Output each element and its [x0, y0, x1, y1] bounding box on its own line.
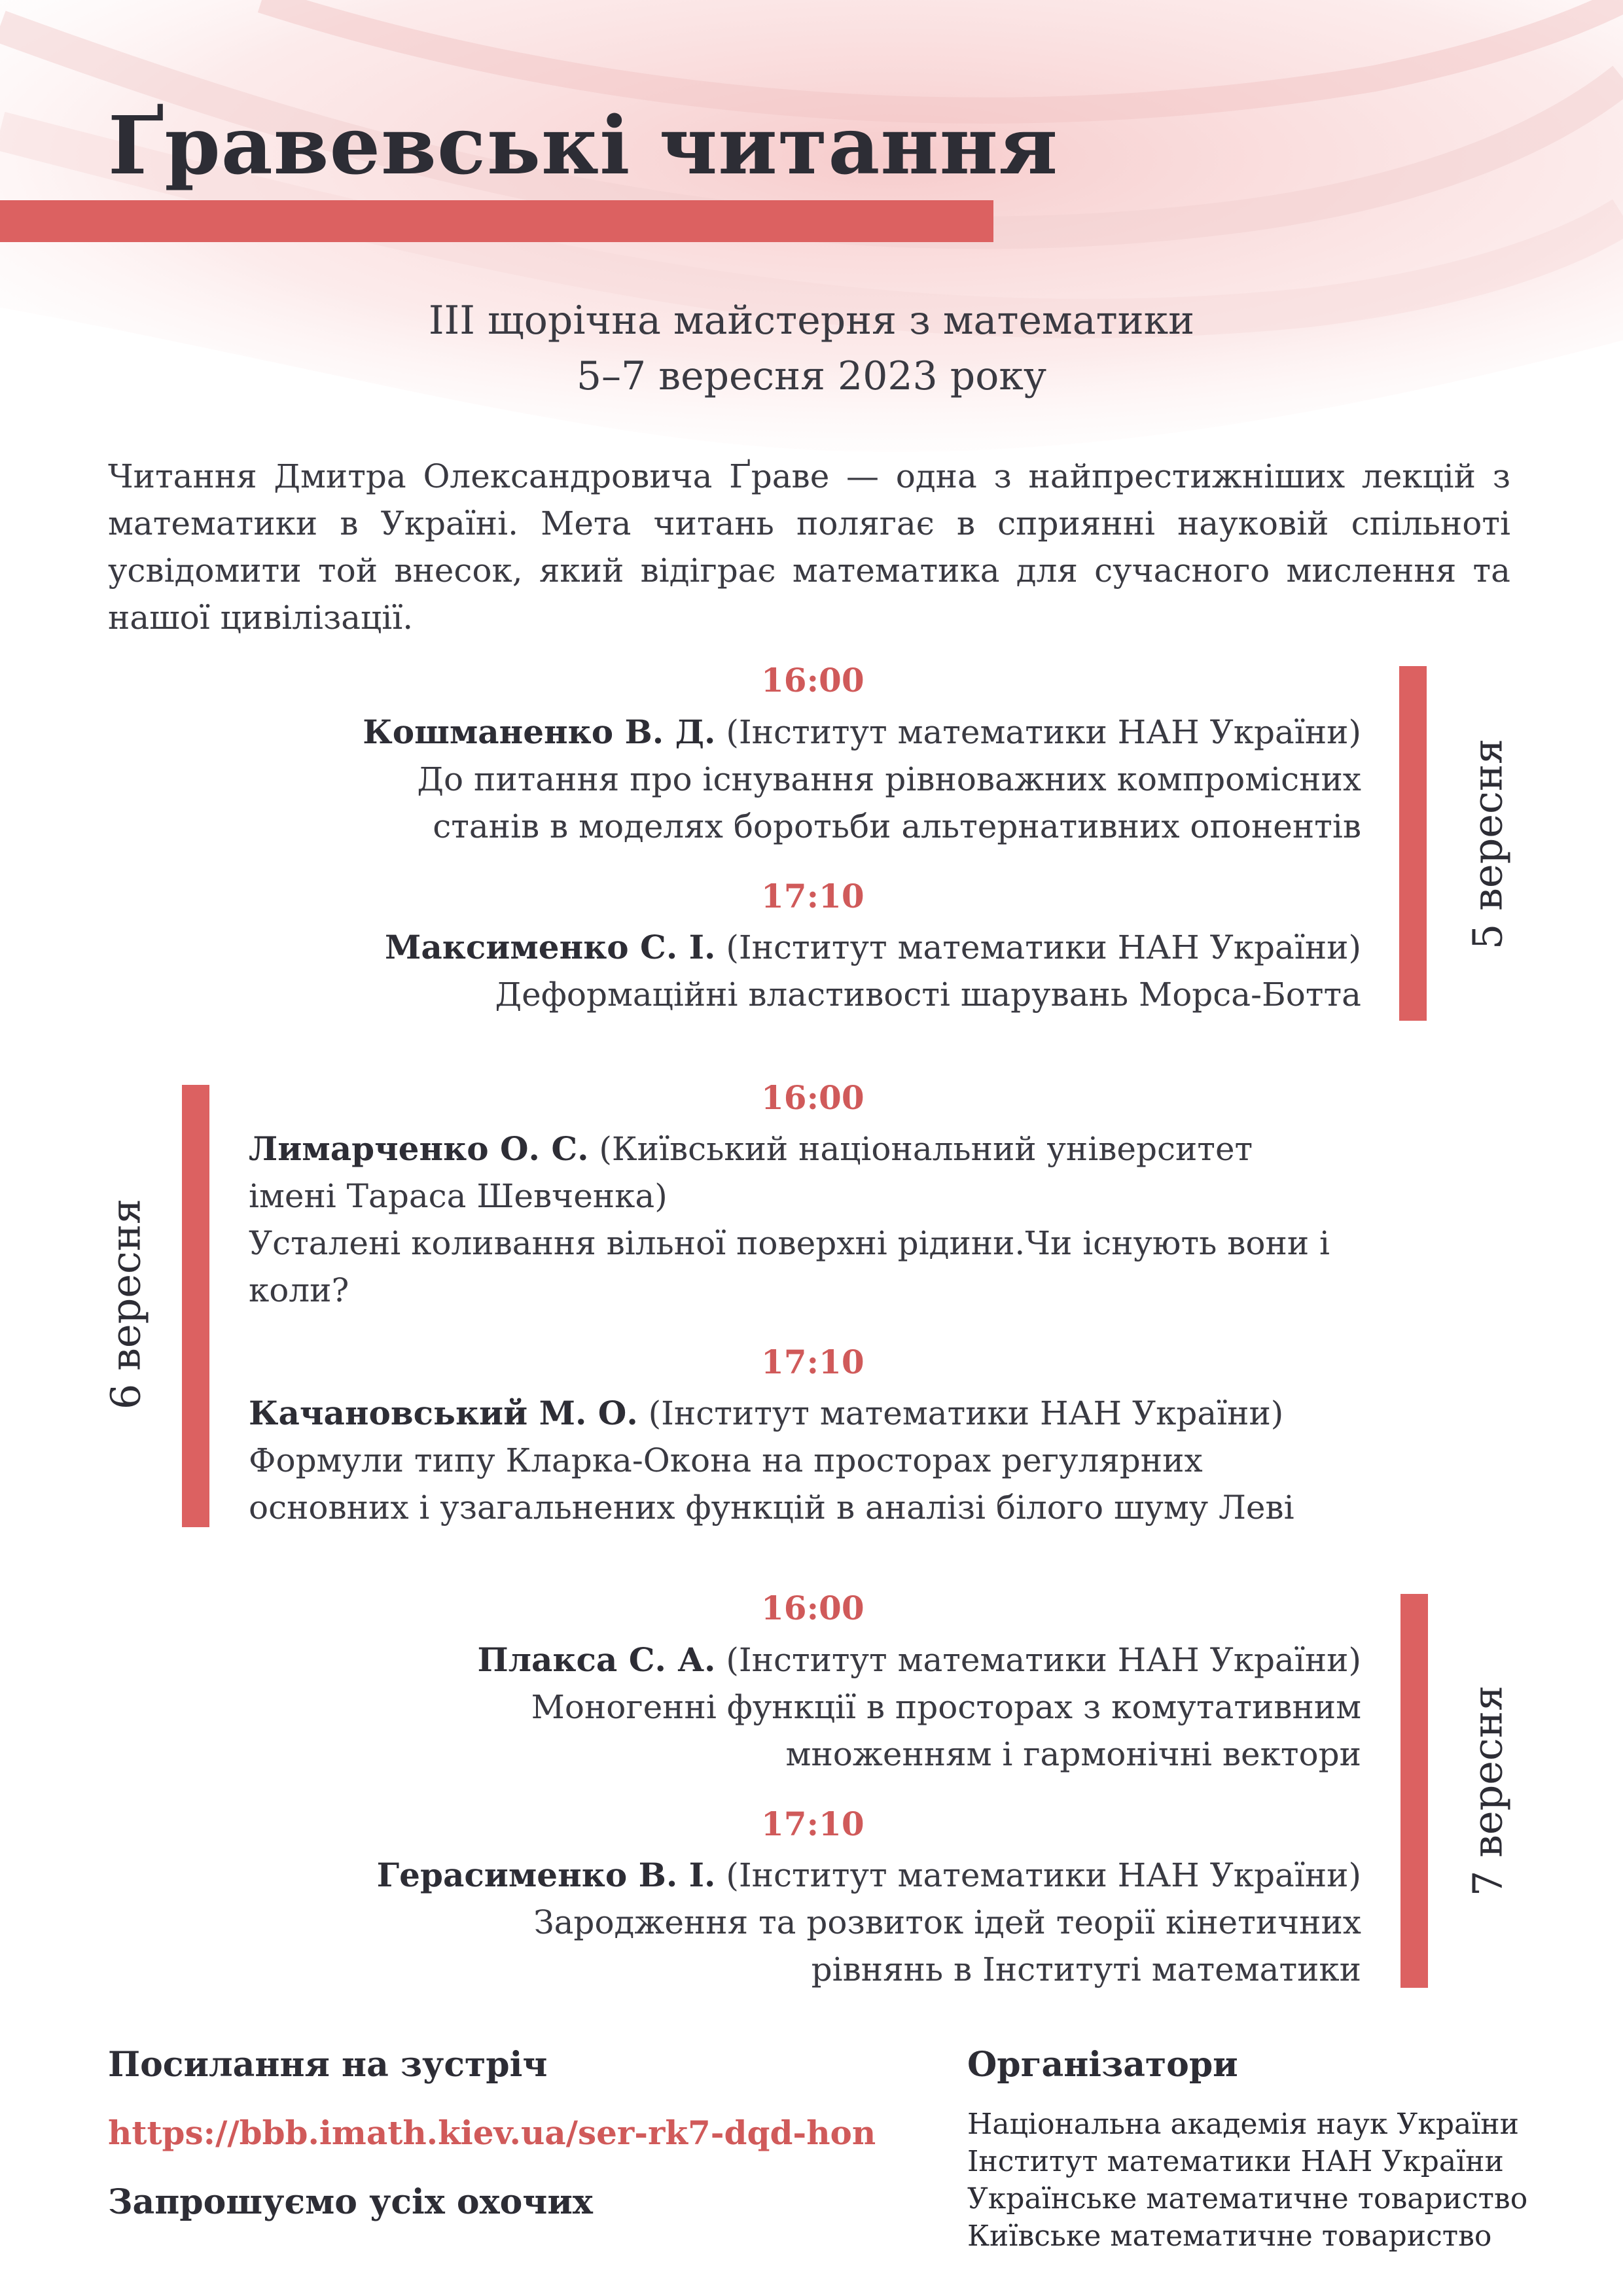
- day-3-talk-2-title-line-2: рівнянь в Інституті математики: [811, 1951, 1361, 1988]
- speaker-name: Плакса С. А.: [477, 1640, 716, 1679]
- day-1-talk-1-title-line-2: станів в моделях боротьби альтернативних опонентів: [433, 807, 1361, 845]
- day-1-talk-2-title-line-1: Деформаційні властивості шарувань Морса-Ботта: [495, 976, 1361, 1014]
- speaker-affiliation: (Інститут математики НАН України): [715, 713, 1361, 751]
- day-3-talk-1-header: [478, 1636, 1362, 1684]
- speaker-affiliation: (Інститут математики НАН України): [637, 1394, 1284, 1432]
- day-2-talk-1-title-line-2: коли?: [249, 1271, 349, 1309]
- day-3-talk-2-header: [377, 1852, 1361, 1899]
- page-title: Ґравевські читання: [108, 98, 1059, 192]
- day-1-talk-1-title-line-1: До питання про існування рівноважних компромісних: [417, 760, 1361, 798]
- organizer-item: Українське математичне товариство: [967, 2182, 1528, 2216]
- day-1-talk-1-time: 16:00: [761, 661, 865, 699]
- day-3-talk-1-title-line-1: Моногенні функції в просторах з комутативним: [531, 1688, 1361, 1726]
- day-2-talk-2-title-line-2: основних і узагальнених функцій в аналізі білого шуму Леві: [249, 1489, 1294, 1527]
- day-3-bar: [1400, 1594, 1428, 1988]
- day-2-talk-1-affiliation-line-2: імені Тараса Шевченка): [249, 1177, 668, 1215]
- day-2-talk-2-header: [249, 1390, 1283, 1437]
- invite-text: Запрошуємо усіх охочих: [108, 2182, 593, 2222]
- speaker-name: Кошманенко В. Д.: [363, 713, 716, 751]
- speaker-name: Лимарченко О. С.: [249, 1129, 589, 1168]
- organizer-item: Київське математичне товариство: [967, 2219, 1492, 2253]
- organizer-item: Інститут математики НАН України: [967, 2145, 1504, 2178]
- day-2-label: 6 вересня: [101, 1198, 150, 1410]
- subtitle-dates: 5–7 вересня 2023 року: [576, 353, 1047, 399]
- speaker-name: Максименко С. І.: [384, 928, 716, 966]
- organizers-list: [967, 2106, 1527, 2255]
- speaker-affiliation: (Інститут математики НАН України): [715, 1641, 1361, 1679]
- day-2-talk-1-header: [249, 1125, 1253, 1173]
- day-1-label: 5 вересня: [1463, 738, 1512, 950]
- day-3-talk-1-time: 16:00: [761, 1589, 865, 1627]
- day-3-label: 7 вересня: [1463, 1685, 1512, 1897]
- meeting-link[interactable]: https://bbb.imath.kiev.ua/ser-rk7-dqd-hon: [108, 2113, 876, 2152]
- title-underline-bar: [0, 200, 993, 242]
- speaker-affiliation: (Інститут математики НАН України): [715, 1856, 1361, 1894]
- day-1-talk-1-header: [363, 709, 1361, 756]
- day-2-talk-2-title-line-1: Формули типу Кларка-Окона на просторах регулярних: [249, 1441, 1203, 1479]
- organizer-item: Національна академія наук України: [967, 2108, 1519, 2141]
- intro-paragraph: Читання Дмитра Олександровича Ґраве — одна з найпрестижніших лекцій з математики в Україні. Мета читань полягає в сприянні науковій спільноті усвідомити той внесок, який відіграє математика для сучасного мислення та нашої цивілізації.: [108, 457, 1510, 637]
- organizers-heading: Організатори: [967, 2045, 1238, 2085]
- meeting-link-heading: Посилання на зустріч: [108, 2045, 548, 2085]
- speaker-name: Качановський М. О.: [249, 1394, 638, 1432]
- speaker-affiliation: (Інститут математики НАН України): [715, 928, 1361, 966]
- speaker-affiliation: (Київський національний університет: [588, 1130, 1253, 1168]
- day-3-talk-2-title-line-1: Зародження та розвиток ідей теорії кінетичних: [533, 1903, 1361, 1941]
- day-1-talk-2-time: 17:10: [761, 877, 865, 915]
- day-1-talk-2-header: [385, 924, 1361, 971]
- subtitle-workshop: ІІІ щорічна майстерня з математики: [428, 298, 1195, 344]
- day-2-bar: [182, 1085, 209, 1527]
- background-swirl: [0, 0, 1623, 523]
- day-2-talk-1-title-line-1: Усталені коливання вільної поверхні рідини.Чи існують вони і: [249, 1224, 1330, 1262]
- day-1-bar: [1399, 666, 1427, 1021]
- day-3-talk-2-time: 17:10: [761, 1805, 865, 1843]
- speaker-name: Герасименко В. І.: [376, 1856, 716, 1894]
- day-3-talk-1-title-line-2: множенням і гармонічні вектори: [785, 1735, 1361, 1773]
- day-2-talk-1-time: 16:00: [761, 1078, 865, 1117]
- day-2-talk-2-time: 17:10: [761, 1343, 865, 1381]
